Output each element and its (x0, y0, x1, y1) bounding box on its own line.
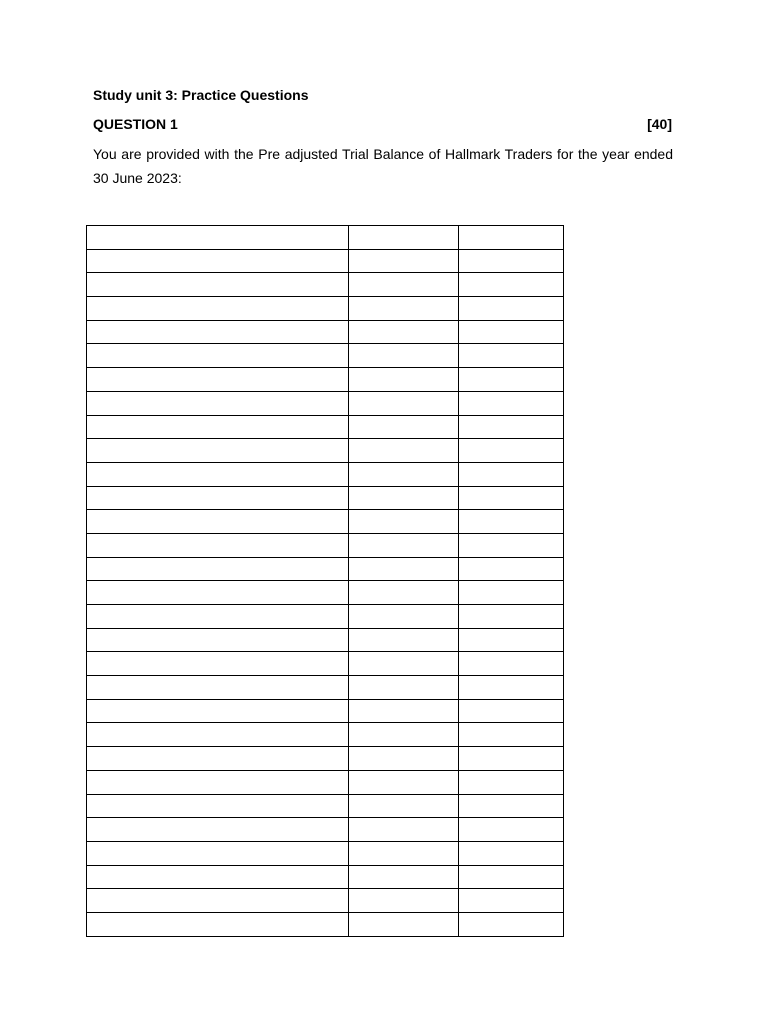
description-cell (87, 462, 349, 486)
description-cell (87, 581, 349, 605)
debit-cell (349, 557, 459, 581)
credit-cell (459, 676, 564, 700)
description-cell (87, 794, 349, 818)
debit-cell (349, 865, 459, 889)
debit-cell (349, 723, 459, 747)
description-cell (87, 841, 349, 865)
table-row (87, 605, 564, 629)
debit-cell (349, 747, 459, 771)
description-cell (87, 865, 349, 889)
description-cell (87, 486, 349, 510)
debit-cell (349, 794, 459, 818)
table-row (87, 462, 564, 486)
table-row (87, 747, 564, 771)
table-row (87, 249, 564, 273)
table-row (87, 297, 564, 321)
table-row (87, 841, 564, 865)
credit-cell (459, 794, 564, 818)
table-row (87, 226, 564, 250)
table-row (87, 912, 564, 936)
credit-cell (459, 818, 564, 842)
description-cell (87, 439, 349, 463)
credit-cell (459, 486, 564, 510)
credit-cell (459, 462, 564, 486)
credit-cell (459, 581, 564, 605)
credit-cell (459, 912, 564, 936)
debit-cell (349, 344, 459, 368)
credit-cell (459, 368, 564, 392)
credit-cell (459, 605, 564, 629)
credit-cell (459, 391, 564, 415)
credit-cell (459, 747, 564, 771)
description-cell (87, 628, 349, 652)
table-row (87, 391, 564, 415)
table-row (87, 344, 564, 368)
description-cell (87, 676, 349, 700)
trial-balance-table (86, 225, 564, 937)
debit-cell (349, 415, 459, 439)
debit-cell (349, 439, 459, 463)
description-cell (87, 510, 349, 534)
debit-cell (349, 320, 459, 344)
credit-cell (459, 415, 564, 439)
credit-cell (459, 841, 564, 865)
debit-cell (349, 391, 459, 415)
question-label: QUESTION 1 (93, 116, 178, 132)
description-cell (87, 652, 349, 676)
table-row (87, 510, 564, 534)
debit-cell (349, 699, 459, 723)
table-row (87, 628, 564, 652)
debit-cell (349, 841, 459, 865)
credit-cell (459, 344, 564, 368)
description-cell (87, 533, 349, 557)
credit-cell (459, 297, 564, 321)
table-row (87, 818, 564, 842)
question-marks: [40] (647, 116, 672, 132)
debit-cell (349, 889, 459, 913)
debit-cell (349, 273, 459, 297)
credit-cell (459, 557, 564, 581)
credit-cell (459, 273, 564, 297)
table-row (87, 486, 564, 510)
description-cell (87, 391, 349, 415)
table-row (87, 770, 564, 794)
table-row (87, 581, 564, 605)
table-row (87, 439, 564, 463)
description-cell (87, 912, 349, 936)
credit-cell (459, 320, 564, 344)
description-cell (87, 605, 349, 629)
debit-cell (349, 486, 459, 510)
table-row (87, 794, 564, 818)
debit-cell (349, 581, 459, 605)
debit-cell (349, 249, 459, 273)
table-row (87, 557, 564, 581)
description-cell (87, 297, 349, 321)
debit-cell (349, 912, 459, 936)
credit-cell (459, 865, 564, 889)
table-row (87, 699, 564, 723)
credit-cell (459, 652, 564, 676)
table-row (87, 273, 564, 297)
credit-cell (459, 533, 564, 557)
credit-cell (459, 226, 564, 250)
description-cell (87, 320, 349, 344)
debit-cell (349, 628, 459, 652)
credit-cell (459, 889, 564, 913)
credit-cell (459, 699, 564, 723)
description-cell (87, 344, 349, 368)
description-cell (87, 226, 349, 250)
description-cell (87, 747, 349, 771)
credit-cell (459, 770, 564, 794)
credit-cell (459, 628, 564, 652)
debit-cell (349, 462, 459, 486)
description-cell (87, 249, 349, 273)
description-cell (87, 368, 349, 392)
debit-cell (349, 510, 459, 534)
debit-cell (349, 297, 459, 321)
table-row (87, 723, 564, 747)
credit-cell (459, 249, 564, 273)
trial-balance-body (87, 226, 564, 937)
debit-cell (349, 770, 459, 794)
credit-cell (459, 439, 564, 463)
description-cell (87, 557, 349, 581)
debit-cell (349, 652, 459, 676)
credit-cell (459, 723, 564, 747)
table-row (87, 676, 564, 700)
description-cell (87, 723, 349, 747)
description-cell (87, 415, 349, 439)
table-row (87, 368, 564, 392)
description-cell (87, 770, 349, 794)
description-cell (87, 273, 349, 297)
description-cell (87, 818, 349, 842)
debit-cell (349, 605, 459, 629)
credit-cell (459, 510, 564, 534)
debit-cell (349, 818, 459, 842)
table-row (87, 533, 564, 557)
table-row (87, 320, 564, 344)
debit-cell (349, 368, 459, 392)
table-row (87, 415, 564, 439)
question-intro-text: You are provided with the Pre adjusted Trial Balance of Hallmark Traders for the year ended 30 June 2023: (93, 146, 673, 186)
debit-cell (349, 226, 459, 250)
debit-cell (349, 676, 459, 700)
question-header (93, 116, 672, 133)
description-cell (87, 699, 349, 723)
table-row (87, 889, 564, 913)
table-row (87, 865, 564, 889)
debit-cell (349, 533, 459, 557)
study-unit-title: Study unit 3: Practice Questions (93, 87, 309, 103)
description-cell (87, 889, 349, 913)
table-row (87, 652, 564, 676)
